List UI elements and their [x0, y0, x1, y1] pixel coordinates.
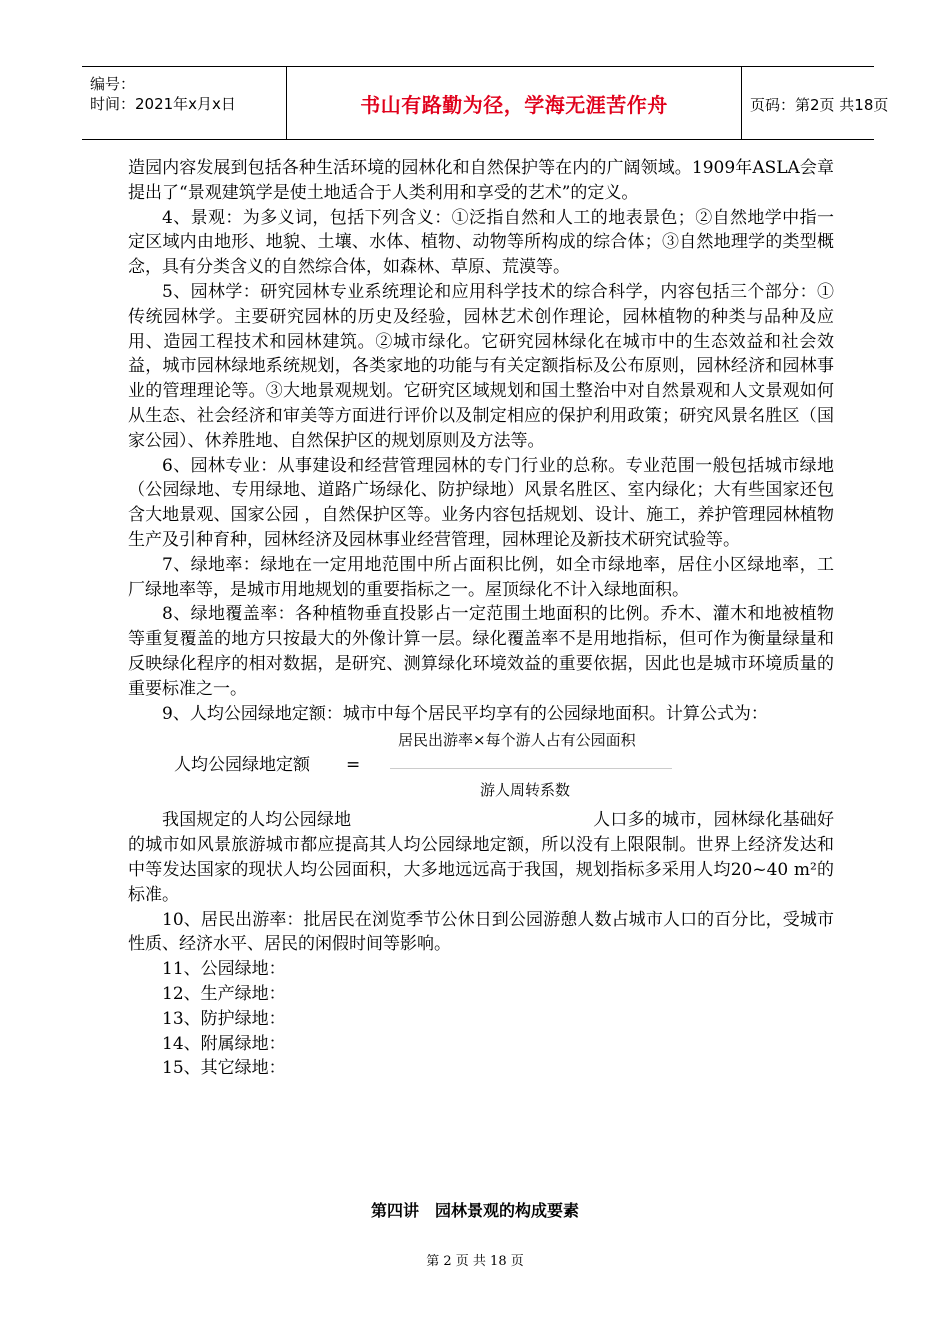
formula — [128, 726, 834, 808]
formula-fraction-bar — [390, 768, 672, 769]
header-motto-cell — [287, 67, 742, 139]
definition-park-area-per-capita: 9、人均公园绿地定额：城市中每个居民平均享有的公园绿地面积。计算公式为： — [162, 703, 768, 724]
list-item-protective-green-space: 13、防护绿地： — [162, 1008, 286, 1029]
list-item-other-green-space: 15、其它绿地： — [162, 1058, 286, 1079]
paragraph-national-standard: 我国规定的人均公园绿地 人口多的城市，园林绿化基础好的城市如风景旅游城市都应提高其人均公园绿地定额，所以没有上限限制。世界上经济发达和中等发达国家的现状人均公园面积，大多地远远高于我国，规划指标多采用人均20~40 m²的标准。 — [128, 810, 834, 905]
page-number-label: 页码：第2页 共18页 — [750, 96, 889, 114]
paragraph-continuation: 造园内容发展到包括各种生活环境的园林化和自然保护等在内的广阔领域。1909年ASLA会章提出了“景观建筑学是使土地适合于人类利用和享受的艺术”的定义。 — [128, 158, 834, 203]
document-body — [128, 156, 834, 1081]
definition-landscape-architecture-science: 5、园林学：研究园林专业系统理论和应用科学技术的综合科学，内容包括三个部分：①传统园林学。主要研究园林的历史及经验，园林艺术创作理论，园林植物的种类与品种及应用、造园工程技术和园林建筑。②城市绿化。它研究园林绿化在城市中的生态效益和社会效益，城市园林绿地系统规划，各类家地的功能与有关定额指标及公布原则，园林经济和园林事业的管理理论等。③大地景观规划。它研究区域规划和国土整治中对自然景观和人文景观如何从生态、社会经济和审美等方面进行评价以及制定相应的保护利用政策；研究风景名胜区（国家公园）、休养胜地、自然保护区的规划原则及方法等。 — [128, 281, 834, 451]
motto-text: 书山有路勤为径，学海无涯苦作舟 — [360, 93, 668, 117]
list-item-attached-green-space: 14、附属绿地： — [162, 1033, 286, 1054]
document-time-label: 时间：2021年x月x日 — [90, 95, 236, 113]
definition-landscape-profession: 6、园林专业：从事建设和经营管理园林的专门行业的总称。专业范围一般包括城市绿地（公园绿地、专用绿地、道路广场绿化、防护绿地）风景名胜区、室内绿化；大有些国家还包含大地景观、国家公园 ，自然保护区等。业务内容包括规划、设计、施工，养护管理园林植物生产及引种育种，园林经济及园林事业经营管理，园林理论及新技术研究试验等。 — [128, 455, 834, 550]
definition-green-space-ratio: 7、绿地率：绿地在一定用地范围中所占面积比例，如全市绿地率，居住小区绿地率，工厂绿地率等，是城市用地规划的重要指标之一。屋顶绿化不计入绿地面积。 — [128, 554, 834, 600]
list-item-production-green-space: 12、生产绿地： — [162, 983, 286, 1004]
formula-numerator: 居民出游率×每个游人占有公园面积 — [398, 731, 636, 750]
page-footer: 第 2 页 共 18 页 — [426, 1254, 524, 1269]
header-table — [82, 66, 889, 140]
definition-resident-visit-rate: 10、居民出游率：批居民在浏览季节公休日到公园游憩人数占城市人口的百分比，受城市性质、经济水平、居民的闲假时间等影响。 — [128, 909, 834, 955]
formula-equals: = — [346, 755, 361, 776]
list-item-park-green-space: 11、公园绿地： — [162, 959, 286, 980]
definition-landscape: 4、景观：为多义词，包括下列含义：①泛指自然和人工的地表景色；②自然地学中指一定区域内由地形、地貌、土壤、水体、植物、动物等所构成的综合体；③自然地理学的类型概念，具有分类含义的自然综合体，如森林、草原、荒漠等。 — [128, 207, 834, 278]
document-number-label: 编号： — [90, 75, 136, 93]
section-title: 第四讲 园林景观的构成要素 — [370, 1201, 579, 1220]
definition-green-coverage-ratio: 8、绿地覆盖率：各种植物垂直投影占一定范围土地面积的比例。乔木、灌木和地被植物等重复覆盖的地方只按最大的外像计算一层。绿化覆盖率不是用地指标，但可作为衡量绿量和反映绿化程序的相对数据，是研究、测算绿化环境效益的重要依据，因此也是城市环境质量的重要标准之一。 — [128, 604, 834, 699]
header-page-cell — [742, 67, 889, 139]
header-meta-cell — [82, 67, 287, 139]
formula-denominator: 游人周转系数 — [480, 781, 571, 800]
formula-lhs: 人均公园绿地定额 — [174, 755, 310, 776]
